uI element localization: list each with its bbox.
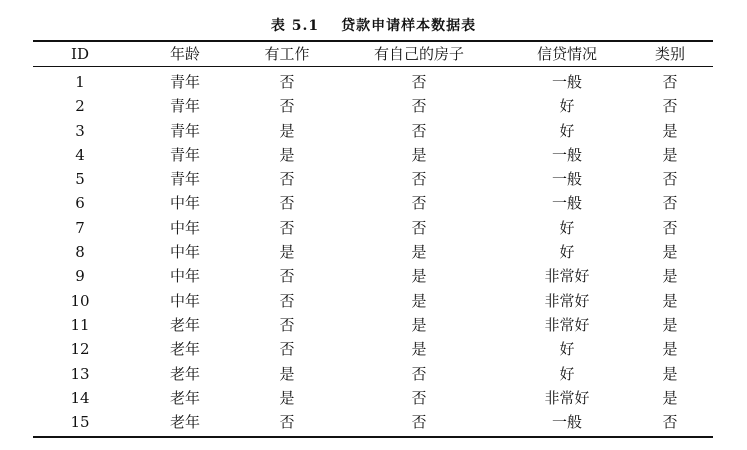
cell-credit: 一般 bbox=[551, 170, 582, 189]
cell-credit: 好 bbox=[559, 243, 575, 262]
table-row bbox=[33, 216, 713, 240]
cell-credit: 好 bbox=[559, 364, 575, 383]
cell-has-job: 否 bbox=[279, 170, 295, 189]
cell-class: 是 bbox=[662, 267, 678, 286]
header-credit: 信贷情况 bbox=[536, 45, 597, 63]
cell-id: 11 bbox=[70, 315, 90, 334]
cell-class: 否 bbox=[662, 97, 678, 116]
cell-owns-house: 否 bbox=[411, 413, 427, 432]
cell-id: 9 bbox=[75, 267, 85, 286]
caption-title: 贷款申请样本数据表 bbox=[341, 18, 477, 34]
cell-age: 老年 bbox=[169, 315, 200, 334]
caption-number: 表 5.1 bbox=[270, 18, 320, 34]
cell-age: 中年 bbox=[169, 218, 200, 237]
table-row bbox=[33, 264, 713, 288]
cell-class: 是 bbox=[662, 315, 678, 334]
table-caption bbox=[0, 15, 747, 35]
cell-class: 否 bbox=[662, 413, 678, 432]
cell-owns-house: 是 bbox=[411, 315, 427, 334]
cell-age: 青年 bbox=[169, 73, 200, 91]
cell-has-job: 是 bbox=[279, 388, 295, 407]
cell-credit: 好 bbox=[559, 340, 575, 359]
cell-id: 1 bbox=[75, 73, 85, 91]
cell-id: 10 bbox=[70, 291, 90, 310]
cell-has-job: 否 bbox=[279, 267, 295, 286]
table-row bbox=[33, 167, 713, 191]
cell-credit: 非常好 bbox=[544, 267, 590, 286]
cell-owns-house: 是 bbox=[411, 340, 427, 359]
cell-has-job: 是 bbox=[279, 145, 295, 164]
header-owns-house: 有自己的房子 bbox=[373, 45, 464, 63]
cell-credit: 非常好 bbox=[544, 315, 590, 334]
header-rule bbox=[33, 66, 713, 67]
cell-credit: 非常好 bbox=[544, 291, 590, 310]
cell-class: 否 bbox=[662, 194, 678, 213]
cell-id: 2 bbox=[75, 97, 85, 116]
cell-has-job: 否 bbox=[279, 73, 295, 91]
table-row bbox=[33, 191, 713, 215]
cell-has-job: 否 bbox=[279, 315, 295, 334]
table-row bbox=[33, 289, 713, 313]
cell-age: 青年 bbox=[169, 145, 200, 164]
cell-owns-house: 是 bbox=[411, 243, 427, 262]
cell-id: 7 bbox=[75, 218, 85, 237]
cell-has-job: 是 bbox=[279, 243, 295, 262]
cell-age: 老年 bbox=[169, 364, 200, 383]
cell-age: 青年 bbox=[169, 97, 200, 116]
cell-owns-house: 否 bbox=[411, 121, 427, 140]
header-has-job: 有工作 bbox=[264, 45, 310, 63]
cell-id: 8 bbox=[75, 243, 85, 262]
cell-credit: 好 bbox=[559, 121, 575, 140]
table-row bbox=[33, 70, 713, 94]
cell-age: 老年 bbox=[169, 388, 200, 407]
cell-id: 12 bbox=[70, 340, 90, 359]
cell-id: 14 bbox=[70, 388, 90, 407]
cell-has-job: 否 bbox=[279, 413, 295, 432]
cell-owns-house: 是 bbox=[411, 145, 427, 164]
table-header bbox=[33, 42, 713, 66]
cell-class: 是 bbox=[662, 145, 678, 164]
cell-class: 是 bbox=[662, 364, 678, 383]
header-row bbox=[33, 42, 713, 66]
cell-owns-house: 否 bbox=[411, 170, 427, 189]
cell-id: 3 bbox=[75, 121, 85, 140]
cell-has-job: 否 bbox=[279, 291, 295, 310]
cell-age: 青年 bbox=[169, 170, 200, 189]
table-row bbox=[33, 94, 713, 118]
table-row bbox=[33, 143, 713, 167]
table-row bbox=[33, 337, 713, 361]
cell-credit: 好 bbox=[559, 97, 575, 116]
cell-class: 是 bbox=[662, 291, 678, 310]
cell-has-job: 是 bbox=[279, 121, 295, 140]
cell-age: 中年 bbox=[169, 291, 200, 310]
cell-has-job: 否 bbox=[279, 97, 295, 116]
table-row bbox=[33, 386, 713, 410]
cell-owns-house: 否 bbox=[411, 218, 427, 237]
cell-has-job: 否 bbox=[279, 218, 295, 237]
cell-credit: 一般 bbox=[551, 194, 582, 213]
table-row bbox=[33, 119, 713, 143]
table-row bbox=[33, 240, 713, 264]
cell-age: 中年 bbox=[169, 243, 200, 262]
cell-credit: 好 bbox=[559, 218, 575, 237]
cell-age: 老年 bbox=[169, 413, 200, 432]
cell-has-job: 是 bbox=[279, 364, 295, 383]
cell-class: 否 bbox=[662, 170, 678, 189]
cell-id: 5 bbox=[75, 170, 85, 189]
table-row bbox=[33, 313, 713, 337]
cell-id: 4 bbox=[75, 145, 85, 164]
cell-credit: 一般 bbox=[551, 145, 582, 164]
table-body bbox=[33, 70, 713, 434]
cell-owns-house: 否 bbox=[411, 364, 427, 383]
cell-class: 是 bbox=[662, 388, 678, 407]
cell-class: 否 bbox=[662, 218, 678, 237]
cell-has-job: 否 bbox=[279, 340, 295, 359]
table-row bbox=[33, 410, 713, 434]
cell-credit: 一般 bbox=[551, 413, 582, 432]
cell-class: 是 bbox=[662, 340, 678, 359]
cell-class: 否 bbox=[662, 73, 678, 91]
bottom-rule bbox=[33, 436, 713, 438]
header-class: 类别 bbox=[654, 45, 685, 63]
table-row bbox=[33, 362, 713, 386]
cell-credit: 非常好 bbox=[544, 388, 590, 407]
cell-owns-house: 是 bbox=[411, 291, 427, 310]
cell-owns-house: 否 bbox=[411, 73, 427, 91]
cell-has-job: 否 bbox=[279, 194, 295, 213]
header-id: ID bbox=[71, 45, 89, 63]
cell-id: 15 bbox=[70, 413, 90, 432]
cell-owns-house: 否 bbox=[411, 388, 427, 407]
cell-class: 是 bbox=[662, 243, 678, 262]
cell-age: 青年 bbox=[169, 121, 200, 140]
cell-owns-house: 否 bbox=[411, 194, 427, 213]
cell-owns-house: 否 bbox=[411, 97, 427, 116]
cell-credit: 一般 bbox=[551, 73, 582, 91]
cell-age: 中年 bbox=[169, 267, 200, 286]
cell-age: 中年 bbox=[169, 194, 200, 213]
cell-owns-house: 是 bbox=[411, 267, 427, 286]
cell-id: 6 bbox=[75, 194, 85, 213]
cell-class: 是 bbox=[662, 121, 678, 140]
cell-id: 13 bbox=[70, 364, 90, 383]
cell-age: 老年 bbox=[169, 340, 200, 359]
header-age: 年龄 bbox=[169, 45, 200, 63]
